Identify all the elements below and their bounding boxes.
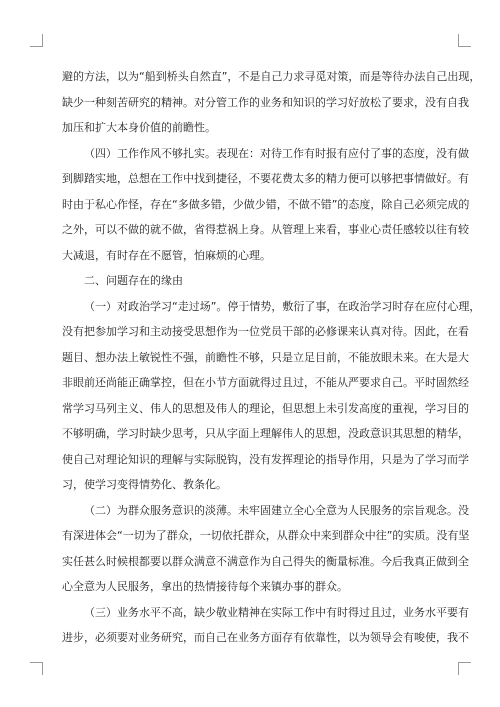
text-line: 二、问题存在的缘由 <box>84 274 183 287</box>
crop-mark-top-left <box>30 34 43 47</box>
text-line: 加压和扩大本身价值的前瞻性。 <box>62 121 216 134</box>
text-line: 大减退，有时存在不愿管，怕麻烦的心理。 <box>62 248 271 262</box>
text-line: 使自己对理论知识的理解与实际脱钩，没有发挥理论的指导作用，只是为了学习而学 <box>62 452 469 466</box>
text-line: 进步，必须要对业务研究，而自己在业务方面存有依靠性，以为领导会有唆使，我不 <box>62 631 469 644</box>
text-line: （三）业务水平不高，缺少敬业精神在实际工作中有时得过且过，业务水平要有 <box>84 605 469 619</box>
text-line: 没有把参加学习和主动接受思想作为一位党员干部的必修课来认真对待。因此，在看 <box>62 325 469 338</box>
text-line: （一）对政治学习“走过场”。停于情势，敷衍了事，在政治学习时存在应付心理， <box>84 299 481 313</box>
text-line: （四）工作作风不够扎实。表现在：对待工作有时报有应付了事的态度，没有做 <box>84 146 469 160</box>
crop-mark-top-right <box>458 34 471 47</box>
text-line: 到脚踏实地，总想在工作中找到捷径，不要花费太多的精力便可以够把事情做好。有 <box>62 172 469 185</box>
crop-mark-bottom-left <box>30 662 43 675</box>
text-line: 有深进体会“一切为了群众，一切依托群众，从群众中来到群众中往”的实质。没有坚 <box>62 529 470 542</box>
text-line: 习，使学习变得情势化、教条化。 <box>62 478 227 491</box>
text-line: 心全意为人民服务，拿出的热情接待每个来镇办事的群众。 <box>62 580 348 593</box>
crop-mark-bottom-right <box>458 662 471 675</box>
text-line: 避的方法，以为“船到桥头自然直”，不是自己力求寻觅对策，而是等待办法自己出现， <box>62 70 481 83</box>
text-line: 不够明确，学习时缺少思考，只从字面上理解伟人的思想，没政意识其思想的精华， <box>62 427 469 440</box>
text-line: 缺少一种刻苦研究的精神。对分管工作的业务和知识的学习好放松了要求，没有自我 <box>62 95 469 109</box>
text-line: 题目、想办法上敏锐性不强，前瞻性不够，只是立足目前，不能放眼未来。在大是大 <box>62 350 469 364</box>
text-line: 非眼前还尚能正确掌控，但在小节方面就得过且过，不能从严要求自己。平时固然经 <box>62 376 469 389</box>
document-body <box>62 64 481 651</box>
text-line: 常学习马列主义、伟人的思想及伟人的理论，但思想上未引发高度的重视，学习目的 <box>62 401 469 415</box>
text-line: （二）为群众服务意识的淡薄。未牢固建立全心全意为人民服务的宗旨观念。没 <box>84 503 469 517</box>
text-line: 时由于私心作怪，存在“多做多错，少做少错，不做不错”的态度，除自己必须完成的 <box>62 197 470 211</box>
text-line: 之外，可以不做的就不做，省得惹祸上身。从管理上来看，事业心责任感较以往有较 <box>62 223 469 236</box>
text-line: 实任甚么时候根都要以群众满意不满意作为自己得失的衡量标准。今后我真正做到全 <box>62 554 469 568</box>
